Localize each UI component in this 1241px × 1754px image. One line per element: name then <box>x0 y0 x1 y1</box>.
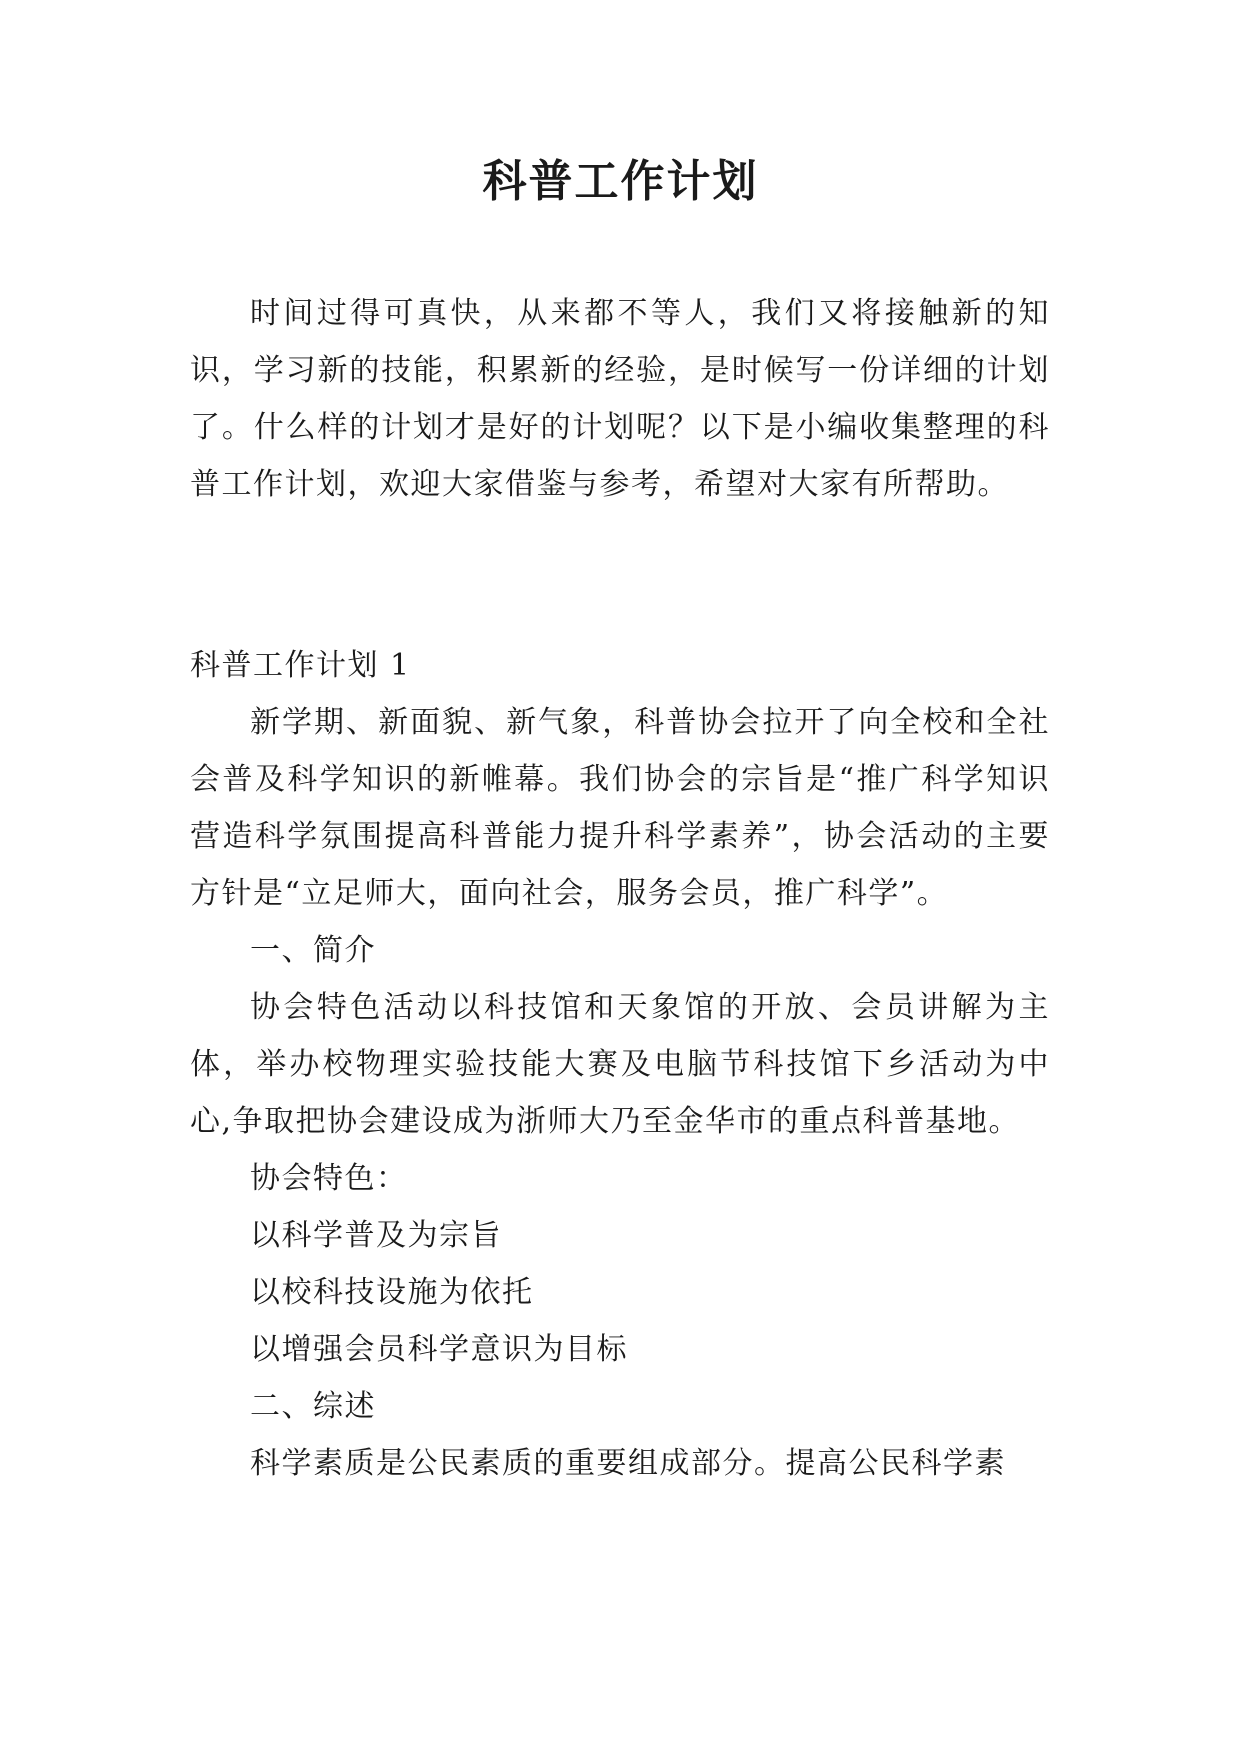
feature-item: 以校科技设施为依托 <box>250 1275 534 1310</box>
subheading-overview: 二、综述 <box>250 1389 376 1424</box>
section-paragraph-2: 协会特色活动以科技馆和天象馆的开放、会员讲解为主体，举办校物理实验技能大赛及电脑节科技馆下乡活动为中心,争取把协会建设成为浙师大乃至金华市的重点科普基地。 <box>190 990 1050 1139</box>
feature-item: 以增强会员科学意识为目标 <box>250 1332 628 1367</box>
intro-paragraph: 时间过得可真快，从来都不等人，我们又将接触新的知识，学习新的技能，积累新的经验，是时候写一份详细的计划了。什么样的计划才是好的计划呢？以下是小编收集整理的科普工作计划，欢迎大家借鉴与参考，希望对大家有所帮助。 <box>190 296 1050 502</box>
features-label: 协会特色： <box>250 1161 408 1196</box>
section-paragraph-3: 科学素质是公民素质的重要组成部分。提高公民科学素 <box>250 1446 1006 1481</box>
intro-block <box>190 285 1050 513</box>
section-heading: 科普工作计划 1 <box>190 648 411 683</box>
section-1 <box>190 637 1050 1492</box>
subheading-intro: 一、简介 <box>250 933 376 968</box>
document-title: 科普工作计划 <box>482 156 759 207</box>
feature-item: 以科学普及为宗旨 <box>250 1218 502 1253</box>
section-paragraph-1: 新学期、新面貌、新气象，科普协会拉开了向全校和全社会普及科学知识的新帷幕。我们协会的宗旨是“推广科学知识营造科学氛围提高科普能力提升科学素养”，协会活动的主要方针是“立足师大，面向社会，服务会员，推广科学”。 <box>190 705 1050 911</box>
